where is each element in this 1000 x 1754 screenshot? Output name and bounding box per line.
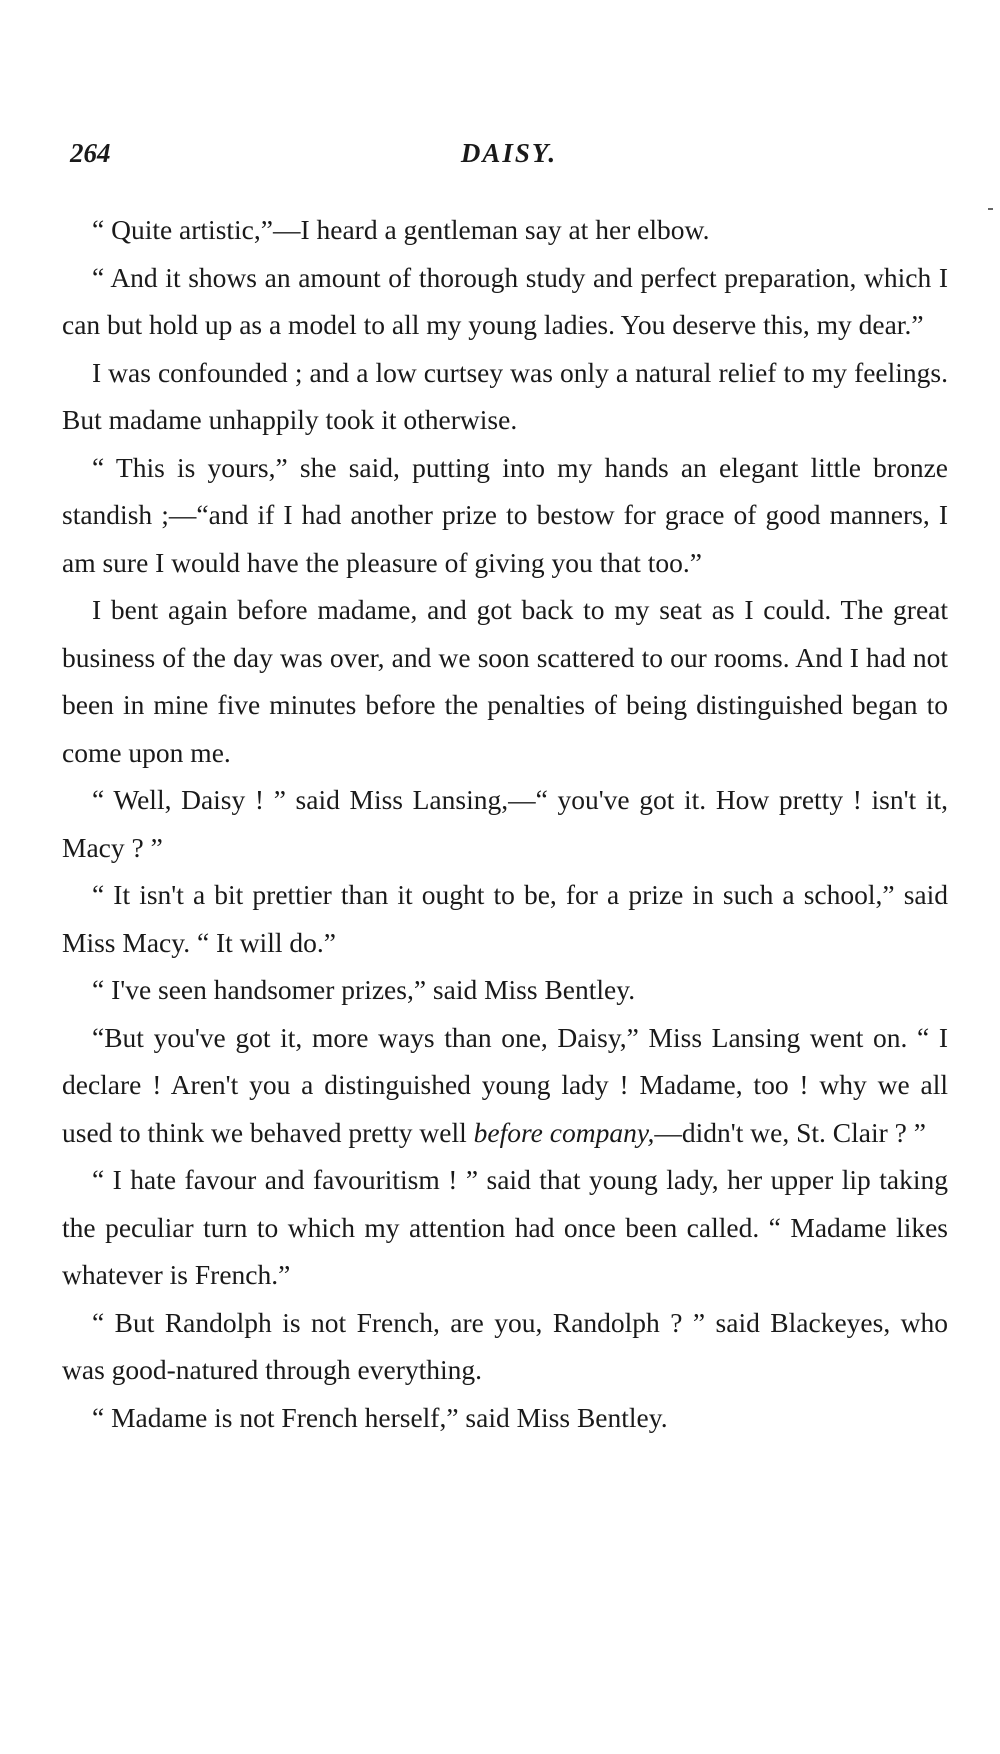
paragraph-1: “ Quite artistic,”—I heard a gentleman say at her elbow. <box>92 214 710 245</box>
paragraph-11: “ But Randolph is not French, are you, Randolph ? ” said Blackeyes, who was good-natured through everything. <box>62 1306 948 1385</box>
paragraph-10: “ I hate favour and favouritism ! ” said that young lady, her upper lip taking the peculiar turn to which my attention had once been called. “ Madame likes whatever is French.” <box>62 1164 948 1290</box>
body-text <box>62 206 948 1441</box>
paragraph-9-text: “But you've got it, more ways than one, Daisy,” Miss Lansing went on. “ I declare ! Aren't you a distinguished young lady ! Madame, too ! why we all used to think we behaved pretty well <box>62 1021 948 1148</box>
paragraph-9 <box>62 1014 948 1157</box>
paragraph-2: “ And it shows an amount of thorough study and perfect preparation, which I can but hold up as a model to all my young ladies. You deserve this, my dear.” <box>62 261 948 340</box>
paragraph-8: “ I've seen handsomer prizes,” said Miss Bentley. <box>92 974 636 1005</box>
paragraph-5: I bent again before madame, and got back to my seat as I could. The great business of the day was over, and we soon scattered to our rooms. And I had not been in mine five minutes before the penalties of being distinguished began to come upon me. <box>62 594 948 768</box>
page-header <box>70 138 948 178</box>
running-title: DAISY. <box>460 138 558 168</box>
paragraph-7: “ It isn't a bit prettier than it ought to be, for a prize in such a school,” said Miss Macy. “ It will do.” <box>62 879 948 958</box>
page-number: 264 <box>70 138 111 168</box>
paragraph-6: “ Well, Daisy ! ” said Miss Lansing,—“ you've got it. How pretty ! isn't it, Macy ? ” <box>62 784 948 863</box>
italic-phrase: before company, <box>473 1116 655 1148</box>
paragraph-4: “ This is yours,” she said, putting into my hands an elegant little bronze standish ;—“and if I had another prize to bestow for grace of good manners, I am sure I would have the pleasure of giving you that too.” <box>62 451 948 578</box>
paragraph-3: I was confounded ; and a low curtsey was only a natural relief to my feelings. But madame unhappily took it otherwise. <box>62 356 948 435</box>
paragraph-9-text-end: —didn't we, St. Clair ? ” <box>654 1116 926 1148</box>
paragraph-12: “ Madame is not French herself,” said Miss Bentley. <box>92 1401 668 1433</box>
print-speck <box>988 208 993 210</box>
